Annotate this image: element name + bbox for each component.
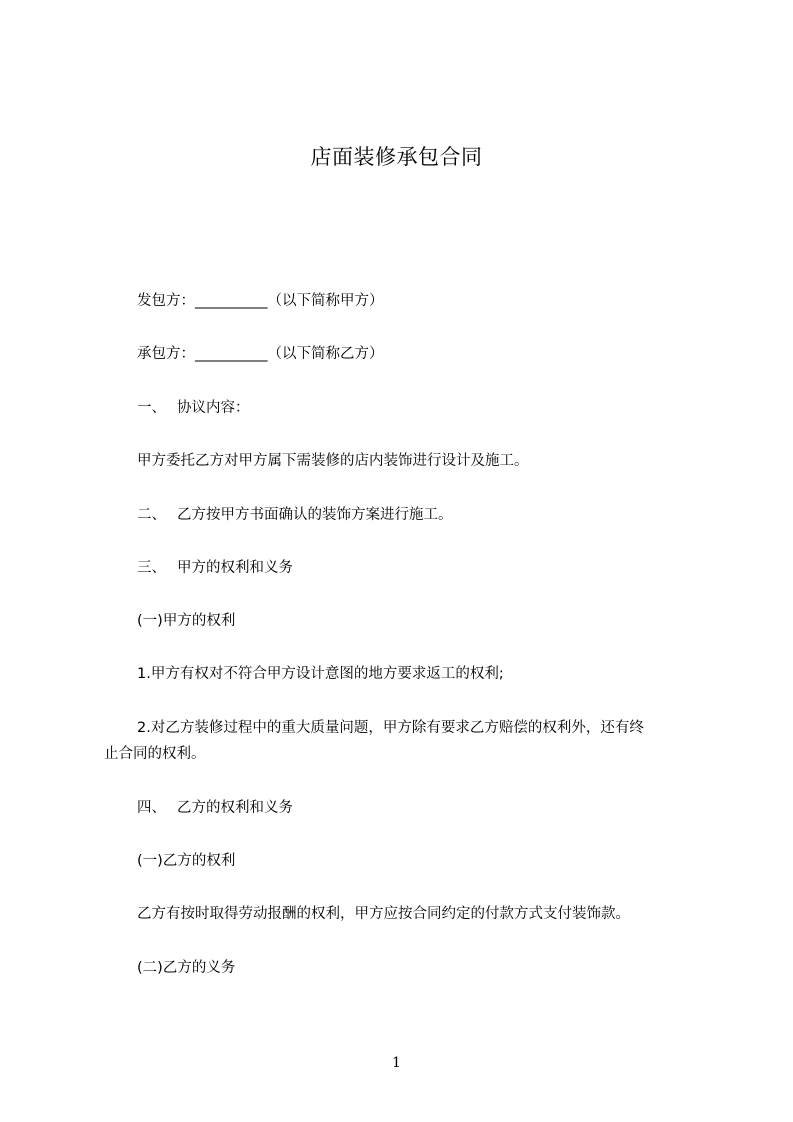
section-number: 一、: [137, 400, 166, 416]
section-3-heading: [137, 558, 293, 578]
section-number: 二、: [137, 507, 166, 523]
section-3-item-1: 1.甲方有权对不符合甲方设计意图的地方要求返工的权利;: [137, 666, 504, 682]
section-title: 乙方按甲方书面确认的装饰方案进行施工。: [177, 507, 453, 523]
section-3-subheading-1: (一)甲方的权利: [137, 613, 236, 629]
section-3-item-2-line-1: 2.对乙方装修过程中的重大质量问题，甲方除有要求乙方赔偿的权利外，还有终: [137, 720, 644, 736]
section-3-item-2-line-2: 止合同的权利。: [104, 746, 206, 762]
section-title: 乙方的权利和义务: [177, 800, 293, 816]
section-number: 三、: [137, 560, 166, 576]
section-1-body: 甲方委托乙方对甲方属下需装修的店内装饰进行设计及施工。: [137, 453, 529, 469]
page-number: 1: [392, 1055, 401, 1071]
section-4-subheading-1: (一)乙方的权利: [137, 853, 236, 869]
document-title: 店面装修承包合同: [310, 145, 483, 169]
section-4-heading: [137, 798, 293, 818]
section-4-subheading-2: (二)乙方的义务: [137, 960, 236, 976]
section-4-body-1: 乙方有按时取得劳动报酬的权利，甲方应按合同约定的付款方式支付装饰款。: [137, 906, 630, 922]
party-b-line: 承包方：__________（以下简称乙方）: [137, 346, 384, 362]
section-2-heading: [137, 505, 453, 525]
section-number: 四、: [137, 800, 166, 816]
party-a-line: 发包方：__________（以下简称甲方）: [137, 293, 384, 309]
section-title: 协议内容：: [177, 400, 250, 416]
section-title: 甲方的权利和义务: [177, 560, 293, 576]
section-1-heading: [137, 398, 250, 418]
